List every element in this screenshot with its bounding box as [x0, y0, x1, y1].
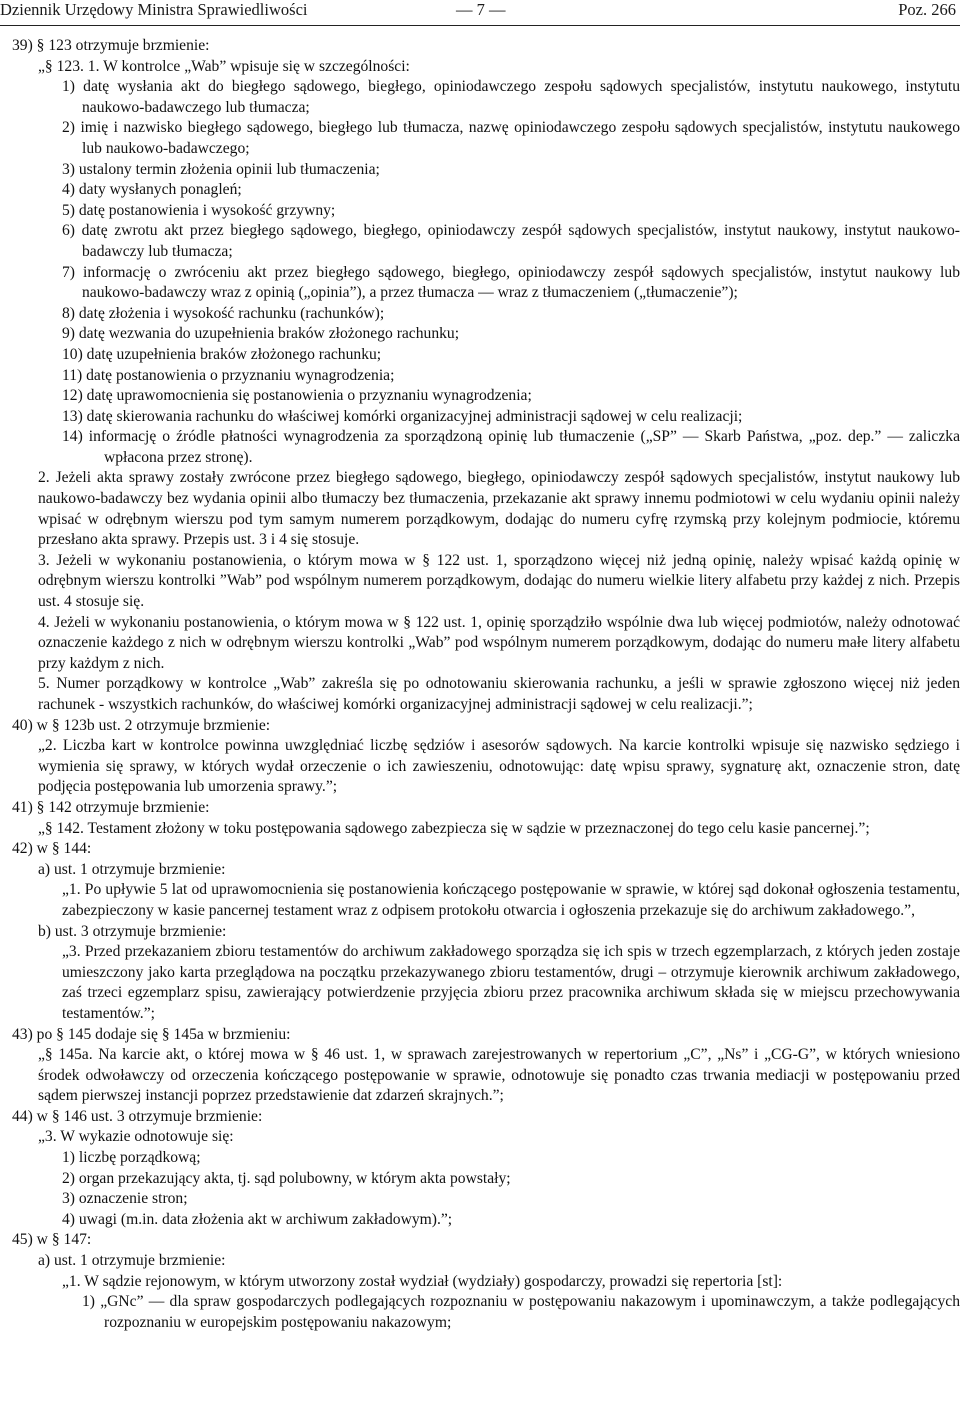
text-paragraph: b) ust. 3 otrzymuje brzmienie: — [38, 922, 227, 940]
text-paragraph: 10) datę uzupełnienia braków złożonego rachunku; — [62, 345, 382, 363]
text-paragraph: 3) ustalony termin złożenia opinii lub tłumaczenia; — [62, 160, 380, 178]
text-paragraph: 13) datę skierowania rachunku do właściwej komórki organizacyjnej administracji sądowej w celu realizacji; — [62, 407, 743, 425]
text-paragraph: 11) datę postanowienia o przyznaniu wynagrodzenia; — [62, 366, 395, 384]
text-paragraph: 9) datę wezwania do uzupełnienia braków złożonego rachunku; — [62, 325, 460, 343]
text-paragraph: 12) datę uprawomocnienia się postanowienia o przyznaniu wynagrodzenia; — [62, 387, 532, 405]
text-paragraph: 7) informację o zwróceniu akt przez biegłego sądowego, biegłego, opiniodawczy zespół sądowych specjalistów, instytut naukowy lub naukowo-badawczy wraz z opinią („opinia”), a przez tłumacza — wraz z tłumaczeniem („tłumaczenie”); — [62, 263, 960, 302]
text-paragraph: 4) daty wysłanych ponagleń; — [62, 181, 242, 199]
text-paragraph: 3) oznaczenie stron; — [62, 1190, 188, 1208]
text-paragraph: „3. W wykazie odnotowuje się: — [38, 1128, 234, 1146]
text-paragraph: a) ust. 1 otrzymuje brzmienie: — [38, 1252, 226, 1270]
text-paragraph: „1. Po upływie 5 lat od uprawomocnienia się postanowienia kończącego postępowanie w sprawie, w której sąd dokonał ogłoszenia testamentu, zabezpieczony w kasie pancernej testament wraz z odpisem protokołu otwarcia i ogłoszenia przekazuje się do archiwum zakładowego.”, — [62, 881, 960, 919]
text-paragraph: 5) datę postanowienia i wysokość grzywny; — [62, 201, 336, 219]
text-paragraph: 2) imię i nazwisko biegłego sądowego, biegłego lub tłumacza, nazwę opiniodawczego zespołu sądowych specjalistów, instytutu naukowego lub naukowo-badawczego; — [62, 119, 960, 157]
position-number: Poz. 266 — [898, 0, 956, 19]
text-paragraph: 14) informację o źródle płatności wynagrodzenia za sporządzoną opinię lub tłumaczenie („SP” — Skarb Państwa, „poz. dep.” — zaliczka wpłacona przez stronę). — [62, 428, 960, 466]
text-paragraph: 4. Jeżeli w wykonaniu postanowienia, o którym mowa w § 122 ust. 1, opinię sporządziło wspólnie dwa lub więcej podmiotów, należy odnotować oznaczenie każdego z nich w odrębnym wierszu kontrolki „Wab” pod wspólnym numerem porządkowym, dodając do numeru małe litery alfabetu przy każdym z nich. — [38, 613, 960, 672]
page-header — [0, 0, 960, 26]
text-paragraph: „2. Liczba kart w kontrolce powinna uwzględniać liczbę sędziów i asesorów sądowych. Na karcie kontrolki wpisuje się nazwisko sędziego i wymienia się sprawy, w których wydał orzeczenie o ich zawieszeniu, odnotowując: datę wpisu sprawy, sygnaturę akt, oznaczenie stron, datę podjęcia postępowania lub umorzenia sprawy.”; — [38, 737, 960, 796]
text-paragraph: 1) liczbę porządkową; — [62, 1149, 201, 1167]
journal-title: Dziennik Urzędowy Ministra Sprawiedliwości — [0, 0, 308, 19]
document-body — [0, 36, 960, 1333]
text-paragraph: „1. W sądzie rejonowym, w którym utworzony został wydział (wydziały) gospodarczy, prowadzi się repertoria [st]: — [62, 1272, 783, 1290]
text-paragraph: „§ 142. Testament złożony w toku postępowania sądowego zabezpiecza się w sądzie w przeznaczonej do tego celu kasie pancernej.”; — [38, 819, 870, 837]
text-paragraph: 1) datę wysłania akt do biegłego sądowego, biegłego, opiniodawczego zespołu sądowych specjalistów, instytutu naukowego, instytutu naukowo-badawczego lub tłumacza; — [62, 78, 960, 116]
text-paragraph: 43) po § 145 dodaje się § 145a w brzmieniu: — [12, 1025, 291, 1043]
text-paragraph: a) ust. 1 otrzymuje brzmienie: — [38, 860, 226, 878]
header-rule — [0, 25, 960, 26]
text-paragraph: 4) uwagi (m.in. data złożenia akt w archiwum zakładowym).”; — [62, 1210, 453, 1228]
text-paragraph: 44) w § 146 ust. 3 otrzymuje brzmienie: — [12, 1107, 263, 1125]
text-paragraph: 39) § 123 otrzymuje brzmienie: — [12, 37, 210, 54]
text-paragraph: „§ 145a. Na karcie akt, o której mowa w § 46 ust. 1, w sprawach zarejestrowanych w repertorium „C”, „Ns” i „CG-G”, w których wniesiono środek odwoławczy od orzeczenia kończącego postępowanie w sprawie, odnotowuje się ponadto czas trwania mediacji w postępowaniu przed sądem pierwszej instancji poprzez przedstawienie dat zdarzeń skrajnych.”; — [38, 1046, 960, 1105]
text-paragraph: 2. Jeżeli akta sprawy zostały zwrócone przez biegłego sądowego, biegłego, opiniodawczy zespół sądowych specjalistów, instytut naukowy lub naukowo-badawczy bez wydania opinii albo tłumaczy bez tłumaczenia, przekazanie akt sprawy innemu podmiotowi w celu wydaniu opinii należy wpisać w odrębnym wierszu pod tym samym numerem porządkowym, dodając do numeru cyfrę rzymską przy kolejnym podmiocie, któremu przesłano akta sprawy. Przepis ust. 3 i 4 się stosuje. — [38, 469, 960, 549]
text-paragraph: 2) organ przekazujący akta, tj. sąd polubowny, w którym akta powstały; — [62, 1169, 511, 1187]
text-paragraph: 41) § 142 otrzymuje brzmienie: — [12, 798, 210, 816]
text-paragraph: 1) „GNc” — dla spraw gospodarczych podlegających rozpoznaniu w postępowaniu nakazowym i upominawczym, a także podlegających rozpoznaniu w europejskim postępowaniu nakazowym; — [82, 1293, 960, 1331]
text-paragraph: 40) w § 123b ust. 2 otrzymuje brzmienie: — [12, 716, 271, 734]
text-paragraph: 3. Jeżeli w wykonaniu postanowienia, o którym mowa w § 122 ust. 1, sporządzono więcej niż jedną opinię, należy wpisać każdą opinię w odrębnym wierszu kontrolki ”Wab” pod wspólnym numerem porządkowym, dodając do numeru wielkie litery alfabetu przy każdej z nich. Przepis ust. 4 stosuje się. — [38, 551, 960, 611]
text-paragraph: „3. Przed przekazaniem zbioru testamentów do archiwum zakładowego sporządza się ich spis w trzech egzemplarzach, z których jeden zostaje umieszczony jako karta przeglądowa na początku przekazywanego zbioru testamentów, drugi – otrzymuje kierownik archiwum zakładowego, zaś trzeci egzemplarz spisu, zawierający potwierdzenie przyjęcia zbioru przez pracownika archiwum składa się w miejscu przechowywania testamentów.”; — [62, 943, 960, 1022]
text-paragraph: 8) datę złożenia i wysokość rachunku (rachunków); — [62, 304, 385, 322]
text-paragraph: 5. Numer porządkowy w kontrolce „Wab” zakreśla się po odnotowaniu skierowania rachunku, a jeśli w sprawie zgłoszono więcej niż jeden rachunek - wszystkich rachunków, do właściwej komórki organizacyjnej administracji sądowej w celu realizacji.”; — [38, 675, 960, 713]
text-paragraph: 6) datę zwrotu akt przez biegłego sądowego, biegłego, opiniodawczy zespół sądowych specjalistów, instytut naukowy, instytut naukowo-badawczy lub tłumacza; — [62, 222, 960, 260]
text-paragraph: „§ 123. 1. W kontrolce „Wab” wpisuje się w szczególności: — [38, 57, 410, 75]
text-paragraph: 45) w § 147: — [12, 1231, 92, 1249]
text-paragraph: 42) w § 144: — [12, 840, 92, 858]
page-number: — 7 — — [456, 0, 506, 19]
